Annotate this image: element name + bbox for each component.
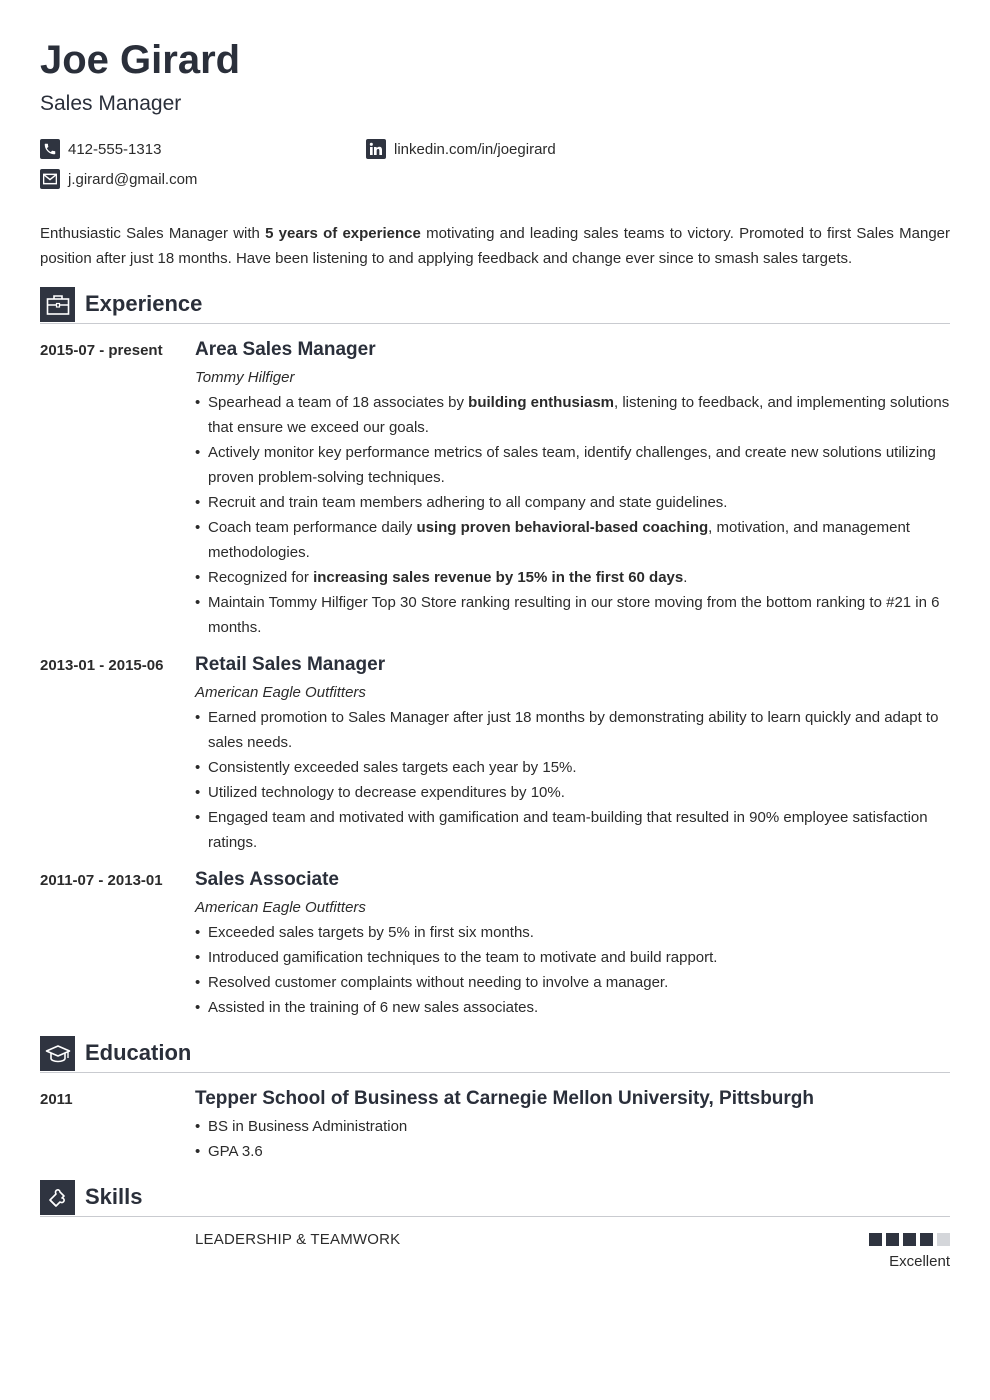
entry-date: 2013-01 - 2015-06 — [40, 657, 164, 674]
company-name: American Eagle Outfitters — [195, 684, 366, 701]
skills-section-header — [40, 1180, 950, 1217]
summary-highlight: 5 years of experience — [265, 225, 421, 242]
linkedin-icon — [366, 139, 386, 159]
summary-text: Enthusiastic Sales Manager with — [40, 225, 266, 242]
bullet-list — [195, 390, 950, 640]
rating-dot-filled — [869, 1233, 882, 1246]
candidate-name: Joe Girard — [40, 38, 241, 82]
skill-name: LEADERSHIP & TEAMWORK — [195, 1231, 401, 1248]
list-item: • Recruit and train team members adhering to all company and state guidelines. — [195, 490, 950, 515]
list-item: • Maintain Tommy Hilfiger Top 30 Store ranking resulting in our store moving from the bottom ranking to #21 in 6 months. — [195, 590, 950, 640]
rating-dot-filled — [903, 1233, 916, 1246]
list-item: • Engaged team and motivated with gamification and team-building that resulted in 90% employee satisfaction ratings. — [195, 805, 950, 855]
education-section-header — [40, 1036, 950, 1073]
skill-rating — [869, 1233, 950, 1246]
list-item: • Coach team performance daily using proven behavioral-based coaching, motivation, and management methodologies. — [195, 515, 950, 565]
skill-level: Excellent — [889, 1253, 950, 1270]
list-item: • Utilized technology to decrease expenditures by 10%. — [195, 780, 950, 805]
linkedin-text[interactable]: linkedin.com/in/joegirard — [394, 140, 556, 158]
list-item: • Assisted in the training of 6 new sales associates. — [195, 995, 950, 1020]
puzzle-icon — [40, 1180, 75, 1215]
entry-date: 2011 — [40, 1091, 73, 1108]
bullet-list — [195, 705, 950, 855]
job-title: Retail Sales Manager — [195, 654, 386, 675]
phone-text: 412-555-1313 — [68, 140, 162, 158]
graduation-cap-icon — [40, 1036, 75, 1071]
job-title: Area Sales Manager — [195, 339, 376, 360]
contact-linkedin — [366, 139, 556, 159]
entry-date: 2011-07 - 2013-01 — [40, 872, 163, 889]
school-name: Tepper School of Business at Carnegie Mellon University, Pittsburgh — [195, 1088, 815, 1109]
candidate-role: Sales Manager — [40, 92, 182, 115]
job-title: Sales Associate — [195, 869, 339, 890]
entry-date: 2015-07 - present — [40, 342, 163, 359]
company-name: Tommy Hilfiger — [195, 369, 295, 386]
list-item: • Earned promotion to Sales Manager after just 18 months by demonstrating ability to learn quickly and adapt to sales needs. — [195, 705, 950, 755]
skills-title: Skills — [85, 1184, 143, 1209]
profile-summary — [40, 221, 950, 271]
list-item: • Introduced gamification techniques to the team to motivate and build rapport. — [195, 945, 950, 970]
list-item: • Recognized for increasing sales revenue by 15% in the first 60 days. — [195, 565, 950, 590]
list-item: • GPA 3.6 — [195, 1139, 950, 1164]
rating-dot-filled — [886, 1233, 899, 1246]
rating-dot-filled — [920, 1233, 933, 1246]
rating-dot-empty — [937, 1233, 950, 1246]
bullet-list — [195, 920, 950, 1020]
list-item: • Resolved customer complaints without needing to involve a manager. — [195, 970, 950, 995]
list-item: • Exceeded sales targets by 5% in first six months. — [195, 920, 950, 945]
summary-text-rest: motivating and leading sales teams to victory. Promoted to first Sales Manger position after just 18 months. Have been listening to and applying feedback and change ever since to smash sales targets. — [40, 225, 951, 267]
education-title: Education — [85, 1040, 192, 1065]
contact-email — [40, 169, 197, 189]
list-item: • Actively monitor key performance metrics of sales team, identify challenges, and create new solutions utilizing proven problem-solving techniques. — [195, 440, 950, 490]
list-item: • Consistently exceeded sales targets each year by 15%. — [195, 755, 950, 780]
experience-title: Experience — [85, 291, 203, 316]
phone-icon — [40, 139, 60, 159]
list-item: • BS in Business Administration — [195, 1114, 950, 1139]
email-text[interactable]: j.girard@gmail.com — [68, 170, 198, 188]
envelope-icon — [40, 169, 60, 189]
company-name: American Eagle Outfitters — [195, 899, 366, 916]
contact-phone — [40, 139, 161, 159]
briefcase-icon — [40, 287, 75, 322]
list-item: • Spearhead a team of 18 associates by building enthusiasm, listening to feedback, and implementing solutions that ensure we exceed our goals. — [195, 390, 950, 440]
bullet-list — [195, 1114, 950, 1164]
experience-section-header — [40, 287, 950, 324]
